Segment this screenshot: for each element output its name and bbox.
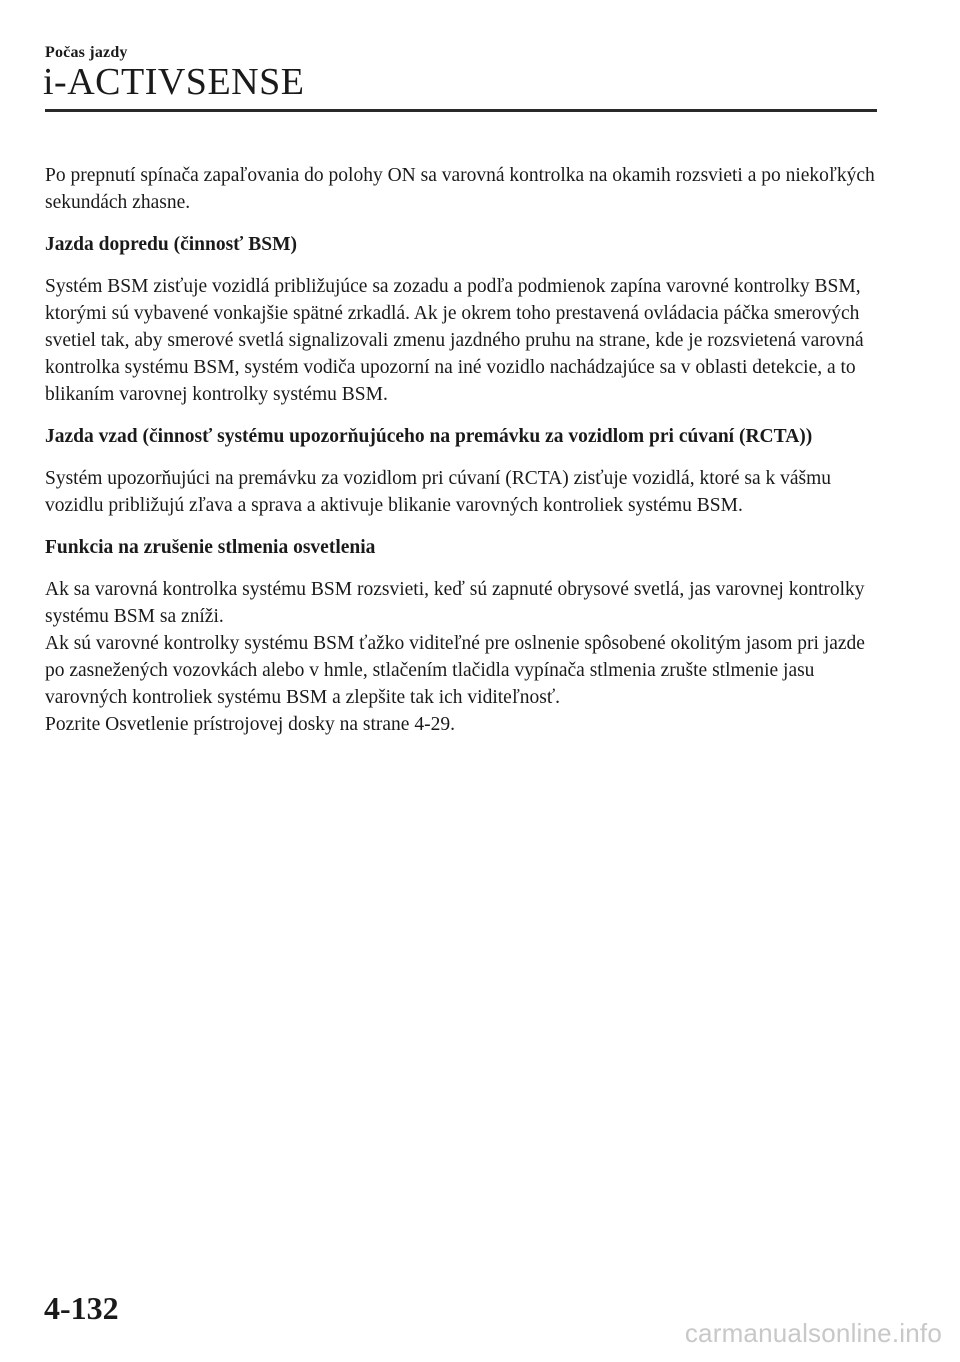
reverse-paragraph: Systém upozorňujúci na premávku za vozidlom pri cúvaní (RCTA) zisťuje vozidlá, ktoré sa k vášmu vozidlu približujú zľava a sprava a aktivuje blikanie varovných kontroliek systému BSM.: [45, 468, 832, 516]
section-label: Počas jazdy: [45, 44, 128, 61]
dimming-heading: Funkcia na zrušenie stlmenia osvetlenia: [45, 537, 376, 558]
header-divider: [45, 109, 877, 112]
dimming-reference: Pozrite Osvetlenie prístrojovej dosky na strane 4-29.: [45, 714, 455, 735]
reverse-heading: Jazda vzad (činnosť systému upozorňujúceho na premávku za vozidlom pri cúvaní (RCTA)): [45, 426, 813, 447]
intro-paragraph: Po prepnutí spínača zapaľovania do polohy ON sa varovná kontrolka na okamih rozsvieti a po niekoľkých sekundách zhasne.: [45, 165, 875, 213]
dimming-paragraph-2: Ak sú varovné kontrolky systému BSM ťažko viditeľné pre oslnenie spôsobené okolitým jasom pri jazde po zasnežených vozovkách alebo v hmle, stlačením tlačidla vypínača stlmenia zrušte stlmenie jasu varovných kontroliek systému BSM a zlepšite tak ich viditeľnosť.: [45, 633, 865, 708]
watermark: carmanualsonline.info: [684, 1318, 942, 1348]
page-number: 4-132: [44, 1290, 119, 1326]
dimming-paragraph-1: Ak sa varovná kontrolka systému BSM rozsvieti, keď sú zapnuté obrysové svetlá, jas varovnej kontrolky systému BSM sa zníži.: [45, 579, 865, 627]
page-title: i-ACTIVSENSE: [43, 61, 305, 103]
forward-paragraph: Systém BSM zisťuje vozidlá približujúce sa zozadu a podľa podmienok zapína varovné kontrolky BSM, ktorými sú vybavené vonkajšie spätné zrkadlá. Ak je okrem toho prestavená ovládacia páčka smerových svetiel tak, aby smerové svetlá signalizovali zmenu jazdného pruhu na strane, kde je rozsvietená varovná kontrolka systému BSM, systém vodiča upozorní na iné vozidlo nachádzajúce sa v oblasti detekcie, a to blikaním varovnej kontrolky systému BSM.: [45, 276, 864, 405]
forward-heading: Jazda dopredu (činnosť BSM): [45, 234, 297, 255]
page-content: [45, 162, 875, 738]
